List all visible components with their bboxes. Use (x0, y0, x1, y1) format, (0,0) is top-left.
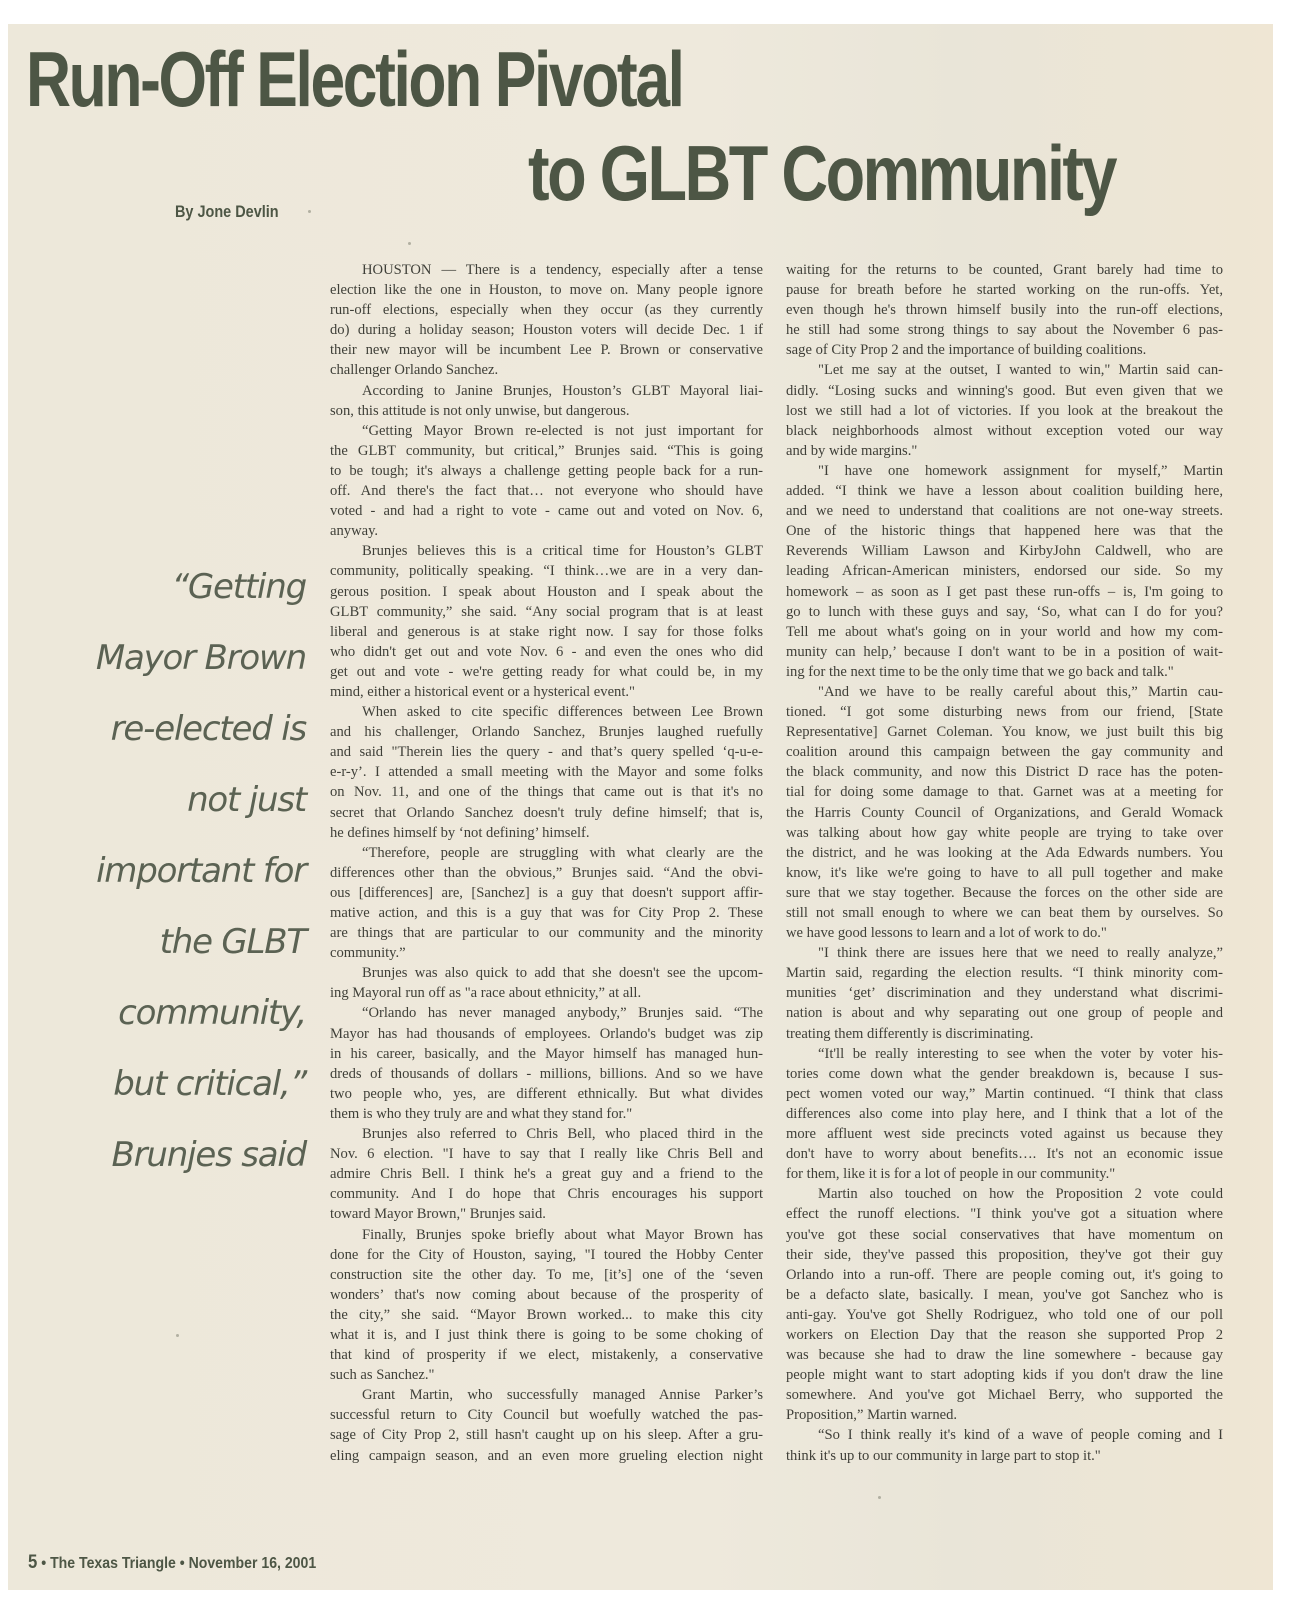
article-text-line: Mayor has had thousands of employees. Orlando's budget was zip (330, 1025, 763, 1042)
article-text-line: added. “I think we have a lesson about coalition building here, (786, 483, 1223, 500)
pull-quote-line: but critical,” (113, 1064, 306, 1104)
article-text-line: sage of City Prop 2, still hasn't caught up on his sleep. After a gru- (330, 1427, 763, 1444)
article-text-line: he still had some strong things to say about the November 6 pas- (786, 322, 1223, 339)
article-text-line: wonders’ that's now coming about because of the prosperity of (330, 1286, 763, 1303)
article-text-line: Martin also touched on how the Proposition 2 vote could (818, 1186, 1223, 1203)
article-text-line: eling campaign season, and an even more grueling election night (330, 1447, 763, 1464)
article-text-line: sage of City Prop 2 and the importance of building coalitions. (786, 342, 1147, 359)
page-number: 5 (28, 1552, 38, 1573)
article-text-line: what it is, and I just think there is going to be some choking of (330, 1326, 763, 1343)
article-text-line: successful return to City Council but woefully watched the pas- (330, 1407, 763, 1424)
article-text-line: and we need to understand that coalitions are not one-way streets. (786, 503, 1223, 520)
pull-quote-line: “Getting (171, 567, 306, 607)
article-text-line: who didn't get out and vote Nov. 6 - and even the ones who did (330, 643, 763, 660)
newspaper-page (8, 24, 1273, 1590)
article-text-line: their side, they've passed this proposition, they've got their guy (786, 1246, 1223, 1263)
headline-line-2: to GLBT Community (528, 129, 1116, 217)
article-text-line: dreds of thousands of dollars - millions, billions. And so we have (330, 1065, 763, 1082)
article-text-line: challenger Orlando Sanchez. (330, 362, 499, 379)
article-text-line: effect the runoff elections. "I think you've got a situation where (786, 1206, 1223, 1223)
article-text-line: don't have to worry about benefits…. It's not an economic issue (786, 1146, 1223, 1163)
article-text-line: Reverends William Lawson and KirbyJohn Caldwell, who are (786, 543, 1223, 560)
article-text-line: for them, like it is for a lot of people in our community." (786, 1166, 1116, 1183)
article-text-line: "I think there are issues here that we need to really analyze,” (818, 945, 1223, 962)
article-text-line: admire Chris Bell. I think he's a great guy and a friend to the (330, 1166, 763, 1183)
article-text-line: go to lunch with these guys and say, ‘So, what can I do for you? (786, 603, 1223, 620)
article-text-line: ous [differences] are, [Sanchez] is a guy that doesn't support affir- (330, 884, 763, 901)
print-speck (878, 1496, 881, 1499)
article-text-line: anyway. (330, 523, 379, 540)
article-text-line: even though he's thrown himself busily into the run-off elections, (786, 302, 1223, 319)
article-text-line: do) during a holiday season; Houston voters will decide Dec. 1 if (330, 322, 763, 339)
article-text-line: waiting for the returns to be counted, Grant barely had time to (786, 262, 1223, 278)
article-text-line: Tell me about what's going on in your world and how my com- (786, 623, 1223, 640)
article-column-1 (330, 260, 763, 1466)
article-text-line: still not small enough to where we can beat them by ourselves. So (786, 905, 1223, 921)
article-text-line: Orlando into a run-off. There are people coming out, it's going to (786, 1266, 1223, 1283)
print-speck (308, 210, 311, 213)
page-footer (28, 1552, 316, 1574)
footer-separator-1: • (41, 1555, 47, 1572)
article-text-line: “It'll be really interesting to see when the voter by voter his- (818, 1045, 1223, 1062)
pull-quote-line: important for (96, 851, 306, 891)
pull-quote-line: community, (118, 993, 306, 1033)
article-text-line: ing for the next time to be the only time that we go back and talk." (786, 663, 1174, 680)
headline-line-1: Run-Off Election Pivotal (26, 35, 683, 123)
article-text-line: According to Janine Brunjes, Houston’s GLBT Mayoral liai- (362, 382, 763, 399)
article-text-line: that kind of prosperity if we elect, mistakenly, a conservative (330, 1347, 763, 1364)
article-text-line: the black community, and now this District D race has the poten- (786, 764, 1223, 781)
article-text-line: One of the historic things that happened here was that the (786, 523, 1223, 540)
article-text-line: are things that are particular to our community and the minority (330, 925, 763, 942)
article-text-line: pect women voted our way,” Martin continued. “I think that class (786, 1085, 1223, 1102)
article-text-line: to be tough; it's always a challenge getting people back for a run- (330, 462, 763, 479)
article-text-line: be a defacto slate, basically. I mean, you've got Sanchez who is (786, 1286, 1223, 1303)
article-text-line: toward Mayor Brown," Brunjes said. (330, 1206, 546, 1223)
article-text-line: mind, either a historical event or a hysterical event." (330, 683, 636, 700)
article-text-line: tial for doing some damage to that. Garnet was at a meeting for (786, 784, 1223, 801)
pull-quote-line: Brunjes said (111, 1135, 306, 1175)
article-text-line: somewhere. And you've got Michael Berry, who supported the (786, 1387, 1223, 1404)
article-text-line: HOUSTON — There is a tendency, especially after a tense (362, 262, 763, 278)
article-text-line: such as Sanchez." (330, 1367, 435, 1384)
article-text-line: tioned. “I got some disturbing news from our friend, [State (786, 704, 1223, 721)
article-text-line: “Therefore, people are struggling with what clearly are the (362, 844, 763, 861)
article-text-line: and said "Therein lies the query - and that’s query spelled ‘q-u-e- (330, 744, 763, 761)
article-text-line: “Orlando has never managed anybody,” Brunjes said. “The (362, 1005, 763, 1022)
article-text-line: ing Mayoral run off as "a race about ethnicity,” at all. (330, 985, 642, 1002)
article-text-line: Proposition,” Martin warned. (786, 1407, 958, 1424)
article-text-line: get out and vote - we're getting ready for what could be, in my (330, 663, 763, 680)
article-text-line: mative action, and this is a guy that was for City Prop 2. These (330, 905, 763, 921)
article-text-line: Nov. 6 election. "I have to say that I really like Chris Bell and (330, 1146, 763, 1163)
article-text-line: differences also come into play here, and I think that a lot of the (786, 1105, 1223, 1122)
article-text-line: in his career, basically, and the Mayor himself has managed hun- (330, 1045, 763, 1062)
article-text-line: coalition around this campaign between the gay community and (786, 744, 1223, 761)
article-text-line: the GLBT community, but critical,” Brunjes said. “This is going (330, 442, 763, 459)
article-text-line: Representative] Garnet Coleman. You know, we just built this big (786, 724, 1223, 741)
article-text-line: Martin said, regarding the election results. “I think minority com- (786, 965, 1223, 982)
pull-quote-line: not just (187, 780, 306, 820)
article-text-line: community, politically speaking. “I think…we are in a very dan- (330, 563, 763, 580)
article-text-line: "I have one homework assignment for myself,” Martin (818, 462, 1223, 479)
article-text-line: was because she had to draw the line somewhere - because gay (786, 1347, 1223, 1364)
article-text-line: treating them differently is discriminating. (786, 1025, 1034, 1042)
article-text-line: know, it's like we're going to have to all pull together and make (786, 864, 1223, 881)
article-text-line: gerous position. I speak about Houston and I speak about the (330, 583, 763, 600)
article-text-line: didly. “Losing sucks and winning's good. But even given that we (786, 382, 1223, 399)
article-text-line: When asked to cite specific differences between Lee Brown (362, 704, 763, 721)
pull-quote-line: re-elected is (110, 709, 306, 749)
article-text-line: Finally, Brunjes spoke briefly about what Mayor Brown has (362, 1226, 763, 1243)
article-text-line: and by wide margins." (786, 442, 918, 459)
article-text-line: “So I think really it's kind of a wave of people coming and I (818, 1427, 1223, 1444)
article-text-line: e-r-y’. I attended a small meeting with the Mayor and some folks (330, 764, 763, 781)
article-text-line: off. And there's the fact that… not everyone who should have (330, 483, 763, 500)
article-text-line: the district, and he was looking at the Ada Edwards numbers. You (786, 844, 1223, 861)
article-text-line: munity can help,’ because I don't want to be in a position of wait- (786, 643, 1223, 660)
article-text-line: nation is about and why separating out one group of people and (786, 1005, 1223, 1022)
article-text-line: the city,” she said. “Mayor Brown worked... to make this city (330, 1306, 763, 1323)
article-text-line: tories come down what the gender breakdown is, because I sus- (786, 1065, 1223, 1082)
article-text-line: people might want to start adopting kids if you don't draw the line (786, 1367, 1223, 1384)
article-text-line: think it's up to our community in large part to stop it." (786, 1447, 1101, 1464)
article-text-line: community. And I do hope that Chris encourages his support (330, 1186, 763, 1203)
publication-name: The Texas Triangle (50, 1555, 176, 1572)
article-text-line: Brunjes believes this is a critical time for Houston’s GLBT (362, 543, 763, 560)
pull-quote-line: Mayor Brown (95, 638, 306, 678)
article-text-line: was talking about how gay white people are trying to take over (786, 824, 1223, 841)
publication-date: November 16, 2001 (188, 1555, 317, 1572)
article-text-line: GLBT community,” she said. “Any social program that is at least (330, 603, 763, 620)
article-text-line: on Nov. 11, and one of the things that came out is that it's no (330, 784, 763, 801)
article-text-line: black neighborhoods almost without exception voted our way (786, 422, 1223, 439)
article-text-line: more affluent west side precincts voted against us because they (786, 1126, 1223, 1143)
article-text-line: them is who they truly are and what they stand for." (330, 1105, 633, 1122)
article-text-line: Brunjes also referred to Chris Bell, who placed third in the (362, 1126, 763, 1143)
article-text-line: and his challenger, Orlando Sanchez, Brunjes laughed ruefully (330, 724, 763, 741)
article-text-line: Grant Martin, who successfully managed Annise Parker’s (362, 1387, 763, 1404)
footer-separator-2: • (179, 1555, 185, 1572)
article-text-line: Brunjes was also quick to add that she doesn't see the upcom- (362, 965, 763, 982)
article-text-line: leading African-American ministers, endorsed our side. So my (786, 563, 1223, 580)
byline: By Jone Devlin (175, 202, 279, 221)
article-text-line: workers on Election Day that the reason she supported Prop 2 (786, 1326, 1223, 1343)
article-text-line: "And we have to be really careful about this,” Martin cau- (818, 683, 1223, 700)
article-text-line: pause for breath before he started working on the run-offs. Yet, (786, 282, 1223, 299)
article-text-line: anti-gay. You've got Shelly Rodriguez, who told one of our poll (786, 1306, 1223, 1323)
article-text-line: son, this attitude is not only unwise, but dangerous. (330, 402, 630, 419)
article-text-line: differences other than the obvious,” Brunjes said. “And the obvi- (330, 864, 763, 881)
article-text-line: liberal and generous is at stake right now. I say for those folks (330, 623, 763, 640)
print-speck (408, 242, 411, 245)
article-text-line: you've got these social conservatives that have momentum on (786, 1226, 1223, 1243)
article-text-line: secret that Orlando Sanchez doesn't truly define himself; that is, (330, 804, 763, 821)
article-text-line: sure that we stay together. Because the forces on the other side are (786, 884, 1223, 901)
article-text-line: lost we still had a lot of victories. If you look at the breakout the (786, 402, 1223, 419)
article-text-line: election like the one in Houston, to move on. Many people ignore (330, 282, 763, 299)
article-text-line: voted - and had a right to vote - came out and voted on Nov. 6, (330, 503, 763, 520)
article-text-line: their new mayor will be incumbent Lee P. Brown or conservative (330, 342, 763, 359)
article-column-2 (786, 260, 1223, 1466)
article-text-line: construction site the other day. To me, [it’s] one of the ‘seven (330, 1266, 763, 1283)
print-speck (176, 1334, 179, 1337)
article-text-line: the Harris County Council of Organizations, and Gerald Womack (786, 804, 1223, 821)
article-text-line: two people who, yes, are different ethnically. But what divides (330, 1085, 763, 1102)
article-text-line: done for the City of Houston, saying, "I toured the Hobby Center (330, 1246, 763, 1263)
article-text-line: “Getting Mayor Brown re-elected is not just important for (362, 422, 763, 439)
pull-quote-line: the GLBT (159, 922, 306, 962)
article-text-line: we have good lessons to learn and a lot of work to do." (786, 925, 1107, 942)
article-text-line: homework – as soon as I get past these run-offs – is, I'm going to (786, 583, 1223, 600)
article-text-line: munities ‘get’ discrimination and they understand what discrimi- (786, 985, 1223, 1002)
article-text-line: community.” (330, 945, 406, 962)
pull-quote (48, 552, 306, 1191)
article-text-line: "Let me say at the outset, I wanted to win," Martin said can- (818, 362, 1223, 379)
article-text-line: he defines himself by ‘not defining’ himself. (330, 824, 590, 841)
article-text-line: run-off elections, especially when they occur (as they currently (330, 302, 763, 319)
